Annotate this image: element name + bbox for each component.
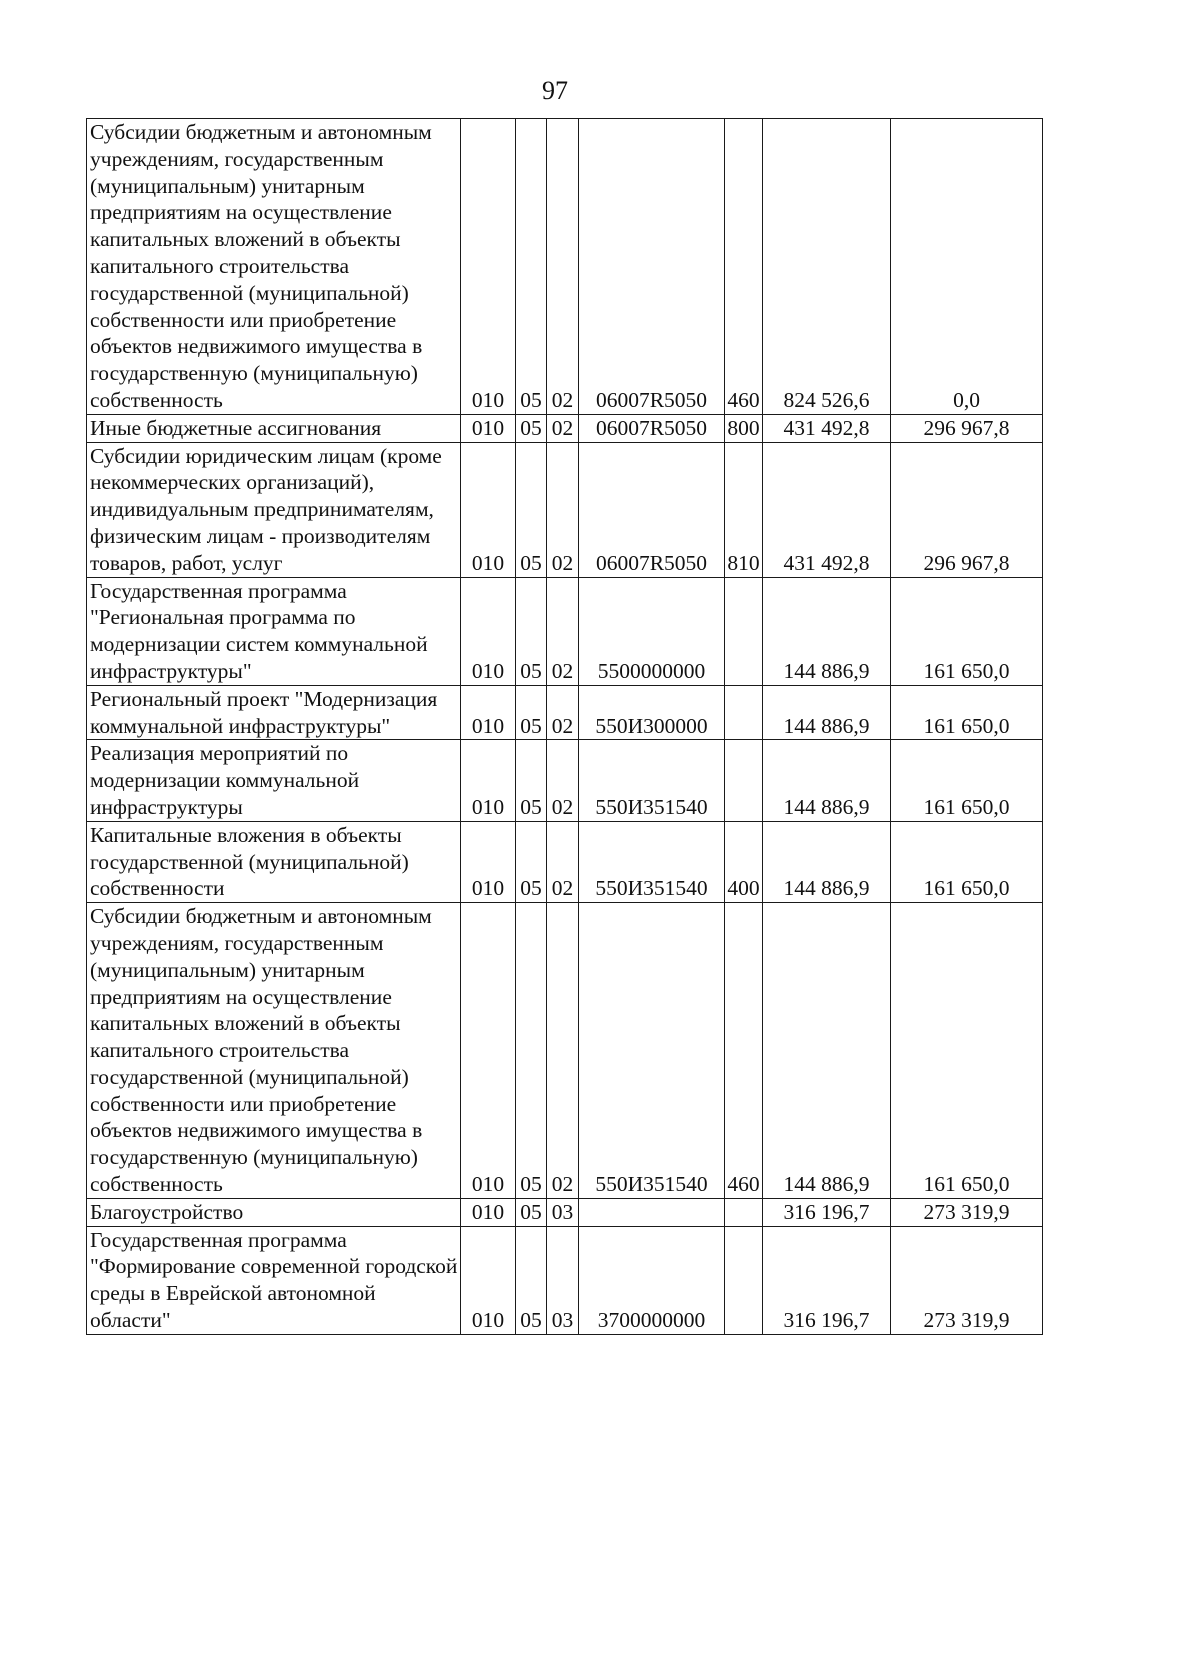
table-row (87, 821, 1043, 902)
expense-type-code (725, 1226, 763, 1334)
ministry-code: 010 (461, 821, 516, 902)
budget-table (86, 118, 1043, 1335)
row-name: Субсидии бюджетным и автономным учреждениям, государственным (муниципальным) унитарным предприятиям на осуществление капитальных вложений в объекты капитального строительства государственной (муниципальной) собственности или приобретение объектов недвижимого имущества в государственную (муниципальную) собственность (87, 119, 461, 415)
table-row (87, 1198, 1043, 1226)
amount-first-year: 431 492,8 (763, 414, 891, 442)
amount-second-year: 161 650,0 (891, 685, 1043, 740)
row-name: Субсидии бюджетным и автономным учреждениям, государственным (муниципальным) унитарным предприятиям на осуществление капитальных вложений в объекты капитального строительства государственной (муниципальной) собственности или приобретение объектов недвижимого имущества в государственную (муниципальную) собственность (87, 903, 461, 1199)
amount-first-year: 144 886,9 (763, 685, 891, 740)
expense-type-code: 800 (725, 414, 763, 442)
ministry-code: 010 (461, 1226, 516, 1334)
table-row (87, 414, 1043, 442)
table-row (87, 1226, 1043, 1334)
amount-second-year: 161 650,0 (891, 740, 1043, 821)
amount-second-year: 296 967,8 (891, 442, 1043, 577)
section-code: 05 (516, 577, 547, 685)
table-row (87, 119, 1043, 415)
target-article-code: 550И300000 (579, 685, 725, 740)
table-row (87, 442, 1043, 577)
expense-type-code: 400 (725, 821, 763, 902)
row-name: Благоустройство (87, 1198, 461, 1226)
amount-second-year: 161 650,0 (891, 821, 1043, 902)
amount-second-year: 161 650,0 (891, 903, 1043, 1199)
section-code: 05 (516, 685, 547, 740)
ministry-code: 010 (461, 903, 516, 1199)
ministry-code: 010 (461, 577, 516, 685)
subsection-code: 03 (547, 1198, 579, 1226)
ministry-code: 010 (461, 414, 516, 442)
target-article-code: 5500000000 (579, 577, 725, 685)
ministry-code: 010 (461, 119, 516, 415)
subsection-code: 03 (547, 1226, 579, 1334)
target-article-code: 06007R5050 (579, 442, 725, 577)
expense-type-code: 460 (725, 119, 763, 415)
amount-second-year: 296 967,8 (891, 414, 1043, 442)
page-number: 97 (542, 76, 568, 105)
expense-type-code (725, 740, 763, 821)
amount-second-year: 273 319,9 (891, 1226, 1043, 1334)
amount-second-year: 273 319,9 (891, 1198, 1043, 1226)
amount-first-year: 144 886,9 (763, 821, 891, 902)
amount-second-year: 0,0 (891, 119, 1043, 415)
expense-type-code: 460 (725, 903, 763, 1199)
amount-first-year: 144 886,9 (763, 903, 891, 1199)
target-article-code: 550И351540 (579, 740, 725, 821)
section-code: 05 (516, 821, 547, 902)
amount-first-year: 144 886,9 (763, 740, 891, 821)
section-code: 05 (516, 740, 547, 821)
table-row (87, 577, 1043, 685)
row-name: Государственная программа "Региональная программа по модернизации систем коммунальной инфраструктуры" (87, 577, 461, 685)
target-article-code: 06007R5050 (579, 119, 725, 415)
row-name: Региональный проект "Модернизация коммунальной инфраструктуры" (87, 685, 461, 740)
amount-first-year: 144 886,9 (763, 577, 891, 685)
amount-first-year: 316 196,7 (763, 1226, 891, 1334)
expense-type-code (725, 685, 763, 740)
section-code: 05 (516, 1226, 547, 1334)
amount-first-year: 431 492,8 (763, 442, 891, 577)
subsection-code: 02 (547, 740, 579, 821)
target-article-code: 06007R5050 (579, 414, 725, 442)
amount-second-year: 161 650,0 (891, 577, 1043, 685)
amount-first-year: 824 526,6 (763, 119, 891, 415)
section-code: 05 (516, 414, 547, 442)
expense-type-code (725, 1198, 763, 1226)
target-article-code (579, 1198, 725, 1226)
target-article-code: 3700000000 (579, 1226, 725, 1334)
section-code: 05 (516, 442, 547, 577)
subsection-code: 02 (547, 442, 579, 577)
ministry-code: 010 (461, 442, 516, 577)
subsection-code: 02 (547, 577, 579, 685)
row-name: Иные бюджетные ассигнования (87, 414, 461, 442)
subsection-code: 02 (547, 414, 579, 442)
subsection-code: 02 (547, 119, 579, 415)
row-name: Капитальные вложения в объекты государственной (муниципальной) собственности (87, 821, 461, 902)
subsection-code: 02 (547, 685, 579, 740)
row-name: Государственная программа "Формирование современной городской среды в Еврейской автономной области" (87, 1226, 461, 1334)
subsection-code: 02 (547, 821, 579, 902)
target-article-code: 550И351540 (579, 821, 725, 902)
amount-first-year: 316 196,7 (763, 1198, 891, 1226)
table-row (87, 685, 1043, 740)
ministry-code: 010 (461, 740, 516, 821)
expense-type-code (725, 577, 763, 685)
row-name: Реализация мероприятий по модернизации коммунальной инфраструктуры (87, 740, 461, 821)
row-name: Субсидии юридическим лицам (кроме некоммерческих организаций), индивидуальным предпринимателям, физическим лицам - производителям товаров, работ, услуг (87, 442, 461, 577)
expense-type-code: 810 (725, 442, 763, 577)
section-code: 05 (516, 1198, 547, 1226)
subsection-code: 02 (547, 903, 579, 1199)
ministry-code: 010 (461, 685, 516, 740)
table-row (87, 740, 1043, 821)
section-code: 05 (516, 119, 547, 415)
ministry-code: 010 (461, 1198, 516, 1226)
target-article-code: 550И351540 (579, 903, 725, 1199)
table-row (87, 903, 1043, 1199)
section-code: 05 (516, 903, 547, 1199)
